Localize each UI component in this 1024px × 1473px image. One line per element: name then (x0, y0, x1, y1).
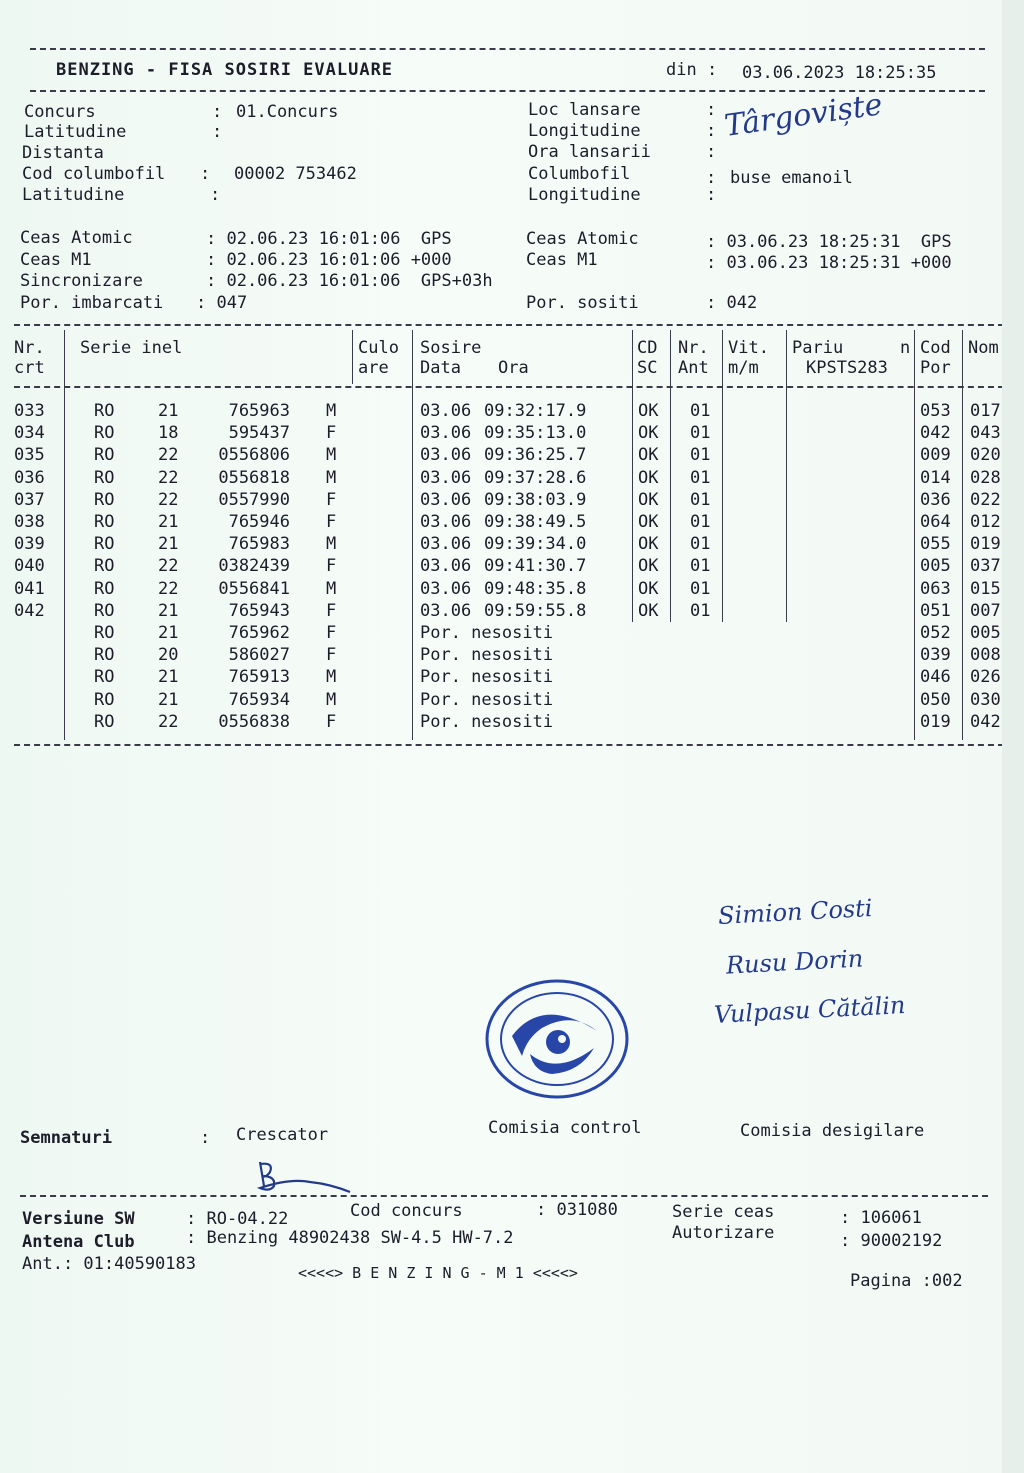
cell-nr: 038 (14, 512, 45, 532)
table-row (0, 422, 1004, 444)
sincronizare-value: : 02.06.23 16:01:06 GPS+03h (206, 271, 493, 291)
cell-cd: OK (638, 467, 659, 488)
cell-sex: F (326, 512, 337, 532)
col-nr: Nr. (14, 338, 45, 358)
info-label: Columbofil (528, 164, 631, 184)
cell-ant: 01 (690, 445, 711, 466)
cell-inel: 765963 (228, 401, 290, 421)
ceas-atomic-right-value: : 03.06.23 18:25:31 GPS (706, 232, 952, 252)
cell-nr: 039 (14, 534, 45, 555)
cell-nom: 022 (970, 489, 1001, 510)
semnaturi-label: Semnaturi (20, 1128, 113, 1148)
cell-cod: 063 (920, 578, 951, 599)
cell-cod: 009 (920, 445, 951, 466)
cell-nom: 030 (970, 689, 1001, 710)
table-row (0, 600, 1004, 622)
cell-nom: 005 (970, 623, 1001, 643)
cell-ora: 09:38:03.9 (484, 489, 587, 510)
table-row (0, 489, 1004, 511)
table-row (0, 555, 1004, 577)
cell-an: 21 (158, 623, 179, 643)
info-sep: : (706, 121, 717, 141)
por-imbarcati-value: : 047 (196, 293, 248, 313)
cell-an: 22 (158, 711, 179, 732)
cell-an: 22 (158, 467, 179, 488)
cell-nr: 036 (14, 467, 45, 488)
autorizare-label: Autorizare (672, 1223, 775, 1243)
info-label: Loc lansare (528, 100, 641, 120)
comisia-control-label: Comisia control (488, 1118, 642, 1138)
cell-cd: OK (638, 445, 659, 466)
cell-tara: RO (94, 423, 115, 444)
cell-an: 22 (158, 578, 179, 599)
cell-an: 22 (158, 556, 179, 577)
cell-sex: F (326, 489, 337, 510)
info-sep: : (706, 185, 717, 205)
cell-data: 03.06 (420, 600, 472, 621)
info-sep: : (212, 122, 223, 142)
table-top-rule (14, 324, 1004, 326)
cell-sex: M (326, 467, 337, 488)
cell-ant: 01 (690, 512, 711, 532)
cell-sex: M (326, 534, 337, 555)
cell-ora: 09:36:25.7 (484, 445, 587, 466)
cell-data: Por. nesositi (420, 645, 554, 666)
table-row (0, 644, 1004, 666)
col-divider (352, 330, 353, 384)
cell-nom: 012 (970, 512, 1001, 532)
cell-nr: 037 (14, 489, 45, 510)
table-row (0, 666, 1004, 688)
col-serie-inel: Serie inel (80, 338, 183, 358)
col-culo: Culo (358, 338, 399, 358)
cell-an: 18 (158, 423, 179, 444)
signature: Rusu Dorin (725, 944, 864, 980)
cell-data: 03.06 (420, 556, 472, 577)
col-vit: Vit. (728, 338, 769, 358)
cell-nr: 040 (14, 556, 45, 577)
table-row (0, 467, 1004, 489)
cell-cod: 051 (920, 600, 951, 621)
info-sep: : (200, 164, 211, 184)
ceas-m1-right-value: : 03.06.23 18:25:31 +000 (706, 253, 952, 273)
ceas-m1-value: : 02.06.23 16:01:06 +000 (206, 250, 452, 270)
cell-nom: 042 (970, 711, 1001, 732)
cell-tara: RO (94, 512, 115, 532)
cell-sex: F (326, 423, 337, 444)
col-sosire: Sosire (420, 338, 482, 358)
cell-tara: RO (94, 401, 115, 421)
cell-inel: 0382439 (218, 556, 290, 577)
cell-data: 03.06 (420, 423, 472, 444)
din-date: 03.06.2023 18:25:35 (742, 63, 937, 83)
comisia-desigilare-label: Comisia desigilare (740, 1121, 925, 1141)
cell-nom: 026 (970, 667, 1001, 688)
cell-data: 03.06 (420, 445, 472, 466)
semnaturi-sep: : (200, 1128, 211, 1148)
cell-nom: 017 (970, 401, 1001, 421)
cell-nom: 037 (970, 556, 1001, 577)
ceas-m1-label: Ceas M1 (20, 250, 92, 270)
cell-an: 21 (158, 512, 179, 532)
cell-cod: 014 (920, 467, 951, 488)
cell-nr: 033 (14, 401, 45, 421)
cell-cod: 064 (920, 512, 951, 532)
ceas-atomic-value: : 02.06.23 16:01:06 GPS (206, 229, 452, 249)
cell-inel: 765962 (228, 623, 290, 643)
serie-ceas-label: Serie ceas (672, 1202, 775, 1222)
col-data: Data (420, 358, 461, 378)
cell-ant: 01 (690, 578, 711, 599)
cell-ora: 09:59:55.8 (484, 600, 587, 621)
table-row (0, 400, 1004, 422)
col-nom: Nom (968, 338, 999, 358)
table-row (0, 578, 1004, 600)
cell-cd: OK (638, 489, 659, 510)
benzing-banner: <<<<> B E N Z I N G - M 1 <<<<> (298, 1264, 578, 1282)
cell-nr: 042 (14, 600, 45, 621)
cell-data: 03.06 (420, 467, 472, 488)
cell-nr: 034 (14, 423, 45, 444)
cell-nom: 015 (970, 578, 1001, 599)
autorizare-value: : 90002192 (840, 1231, 943, 1251)
cell-sex: F (326, 556, 337, 577)
cell-inel: 765983 (228, 534, 290, 555)
ceas-atomic-right-label: Ceas Atomic (526, 229, 639, 249)
antena-label: Antena Club (22, 1232, 135, 1252)
cell-data: Por. nesositi (420, 689, 554, 710)
crescator-label: Crescator (236, 1125, 329, 1145)
cell-data: Por. nesositi (420, 667, 554, 688)
cell-nr: 035 (14, 445, 45, 466)
cell-nom: 019 (970, 534, 1001, 555)
cell-cd: OK (638, 600, 659, 621)
cell-nr: 041 (14, 578, 45, 599)
cell-sex: M (326, 578, 337, 599)
col-ant: Ant (678, 358, 709, 378)
cell-sex: M (326, 689, 337, 710)
cell-cod: 050 (920, 689, 951, 710)
signature: Simion Costi (717, 893, 874, 931)
serie-ceas-value: : 106061 (840, 1208, 922, 1228)
cell-ant: 01 (690, 600, 711, 621)
cell-sex: M (326, 401, 337, 421)
versiune-label: Versiune SW (22, 1209, 135, 1229)
cell-data: 03.06 (420, 534, 472, 555)
info-sep: : (212, 102, 223, 122)
cell-tara: RO (94, 711, 115, 732)
cell-data: 03.06 (420, 489, 472, 510)
sincronizare-label: Sincronizare (20, 271, 143, 291)
cell-sex: M (326, 445, 337, 466)
cell-nom: 007 (970, 600, 1001, 621)
cell-data: 03.06 (420, 512, 472, 532)
info-sep: : (706, 100, 717, 120)
info-label: Latitudine (22, 185, 125, 205)
info-sep: : (210, 185, 221, 205)
col-por: Por (920, 358, 951, 378)
cell-inel: 0556838 (218, 711, 290, 732)
cell-tara: RO (94, 467, 115, 488)
handwritten-launch-place: Târgoviște (722, 87, 885, 144)
cell-ant: 01 (690, 534, 711, 555)
club-stamp-icon (482, 976, 632, 1102)
cell-tara: RO (94, 489, 115, 510)
info-label: Latitudine (24, 122, 127, 142)
cell-cod: 005 (920, 556, 951, 577)
cell-ora: 09:37:28.6 (484, 467, 587, 488)
signature: Vulpasu Cătălin (713, 991, 907, 1029)
cell-cod: 052 (920, 623, 951, 643)
cell-nom: 043 (970, 423, 1001, 444)
info-value-cod-columbofil: 00002 753462 (234, 164, 357, 184)
cell-inel: 0556806 (218, 445, 290, 466)
cell-tara: RO (94, 556, 115, 577)
cell-ora: 09:48:35.8 (484, 578, 587, 599)
ant-value: Ant.: 01:40590183 (22, 1254, 196, 1274)
cell-tara: RO (94, 600, 115, 621)
cell-sex: M (326, 667, 337, 688)
din-label: din : (666, 60, 718, 80)
cell-ant: 01 (690, 556, 711, 577)
cell-data: 03.06 (420, 401, 472, 421)
cell-data: Por. nesositi (420, 711, 554, 732)
info-label: Concurs (24, 102, 96, 122)
cell-tara: RO (94, 667, 115, 688)
cell-cod: 036 (920, 489, 951, 510)
cell-cd: OK (638, 578, 659, 599)
table-row (0, 622, 1004, 644)
cell-cd: OK (638, 534, 659, 555)
cell-ora: 09:35:13.0 (484, 423, 587, 444)
cell-sex: F (326, 645, 337, 666)
cell-an: 22 (158, 489, 179, 510)
cell-nom: 020 (970, 445, 1001, 466)
col-n: n (900, 338, 911, 358)
footer-rule (20, 1195, 988, 1197)
cell-ora: 09:38:49.5 (484, 512, 587, 532)
cell-tara: RO (94, 534, 115, 555)
cell-cod: 055 (920, 534, 951, 555)
info-label: Longitudine (528, 121, 641, 141)
versiune-value: : RO-04.22 (186, 1209, 289, 1229)
cell-an: 21 (158, 600, 179, 621)
cell-ant: 01 (690, 401, 711, 421)
cell-nom: 028 (970, 467, 1001, 488)
cell-inel: 765913 (228, 667, 290, 688)
ceas-atomic-label: Ceas Atomic (20, 228, 133, 248)
col-mm: m/m (728, 358, 759, 378)
cell-ant: 01 (690, 423, 711, 444)
cell-cod: 039 (920, 645, 951, 666)
cell-nom: 008 (970, 645, 1001, 666)
col-cod: Cod (920, 338, 951, 358)
cell-tara: RO (94, 445, 115, 466)
info-label: Longitudine (528, 185, 641, 205)
cell-cod: 042 (920, 423, 951, 444)
cell-inel: 765946 (228, 512, 290, 532)
cell-an: 21 (158, 667, 179, 688)
cell-ant: 01 (690, 467, 711, 488)
cell-sex: F (326, 623, 337, 643)
cell-cd: OK (638, 423, 659, 444)
col-nr-ant: Nr. (678, 338, 709, 358)
page-number: Pagina :002 (850, 1271, 963, 1291)
page-edge-shadow (1002, 0, 1024, 1473)
cell-sex: F (326, 600, 337, 621)
cell-cd: OK (638, 401, 659, 421)
header-top-rule (30, 48, 985, 50)
cell-an: 21 (158, 534, 179, 555)
cell-an: 20 (158, 645, 179, 666)
cell-inel: 0556841 (218, 578, 290, 599)
cell-data: Por. nesositi (420, 623, 554, 643)
cell-ant: 01 (690, 489, 711, 510)
cell-cod: 053 (920, 401, 951, 421)
cell-inel: 765934 (228, 689, 290, 710)
col-are: are (358, 358, 389, 378)
cell-tara: RO (94, 689, 115, 710)
cell-cd: OK (638, 556, 659, 577)
table-row (0, 533, 1004, 555)
antena-value: : Benzing 48902438 SW-4.5 HW-7.2 (186, 1228, 514, 1248)
cell-an: 21 (158, 401, 179, 421)
col-crt: crt (14, 358, 45, 378)
cell-tara: RO (94, 578, 115, 599)
table-row (0, 711, 1004, 733)
cell-inel: 0556818 (218, 467, 290, 488)
por-imbarcati-label: Por. imbarcati (20, 293, 164, 313)
col-ora: Ora (498, 358, 529, 378)
info-value-columbofil: buse emanoil (730, 168, 853, 188)
info-label: Ora lansarii (528, 142, 651, 162)
cell-inel: 0557990 (218, 489, 290, 510)
cell-ora: 09:39:34.0 (484, 534, 587, 555)
cell-tara: RO (94, 645, 115, 666)
cod-concurs-value: : 031080 (536, 1200, 618, 1220)
cell-tara: RO (94, 623, 115, 643)
por-sositi-value: : 042 (706, 293, 758, 313)
cell-inel: 586027 (228, 645, 290, 666)
info-value-concurs: 01.Concurs (236, 102, 339, 122)
col-cd: CD (637, 338, 658, 358)
cell-cod: 019 (920, 711, 951, 732)
por-sositi-label: Por. sositi (526, 293, 639, 313)
cell-inel: 765943 (228, 600, 290, 621)
cell-cd: OK (638, 512, 659, 532)
table-bottom-rule (14, 744, 1004, 746)
col-pariu: Pariu (792, 338, 844, 358)
cell-cod: 046 (920, 667, 951, 688)
col-sc: SC (637, 358, 658, 378)
table-row (0, 689, 1004, 711)
cod-concurs-label: Cod concurs (350, 1201, 463, 1221)
cell-ora: 09:41:30.7 (484, 556, 587, 577)
cell-inel: 595437 (228, 423, 290, 444)
document-title: BENZING - FISA SOSIRI EVALUARE (56, 60, 394, 80)
info-sep: : (706, 168, 717, 188)
cell-an: 22 (158, 445, 179, 466)
ceas-m1-right-label: Ceas M1 (526, 250, 598, 270)
col-kpsts: KPSTS283 (806, 358, 888, 378)
table-header-rule (14, 386, 1004, 388)
table-row (0, 511, 1004, 533)
info-label: Cod columbofil (22, 164, 166, 184)
cell-an: 21 (158, 689, 179, 710)
cell-sex: F (326, 711, 337, 732)
cell-data: 03.06 (420, 578, 472, 599)
table-row (0, 444, 1004, 466)
info-sep: : (706, 142, 717, 162)
cell-ora: 09:32:17.9 (484, 401, 587, 421)
info-label: Distanta (22, 143, 104, 163)
